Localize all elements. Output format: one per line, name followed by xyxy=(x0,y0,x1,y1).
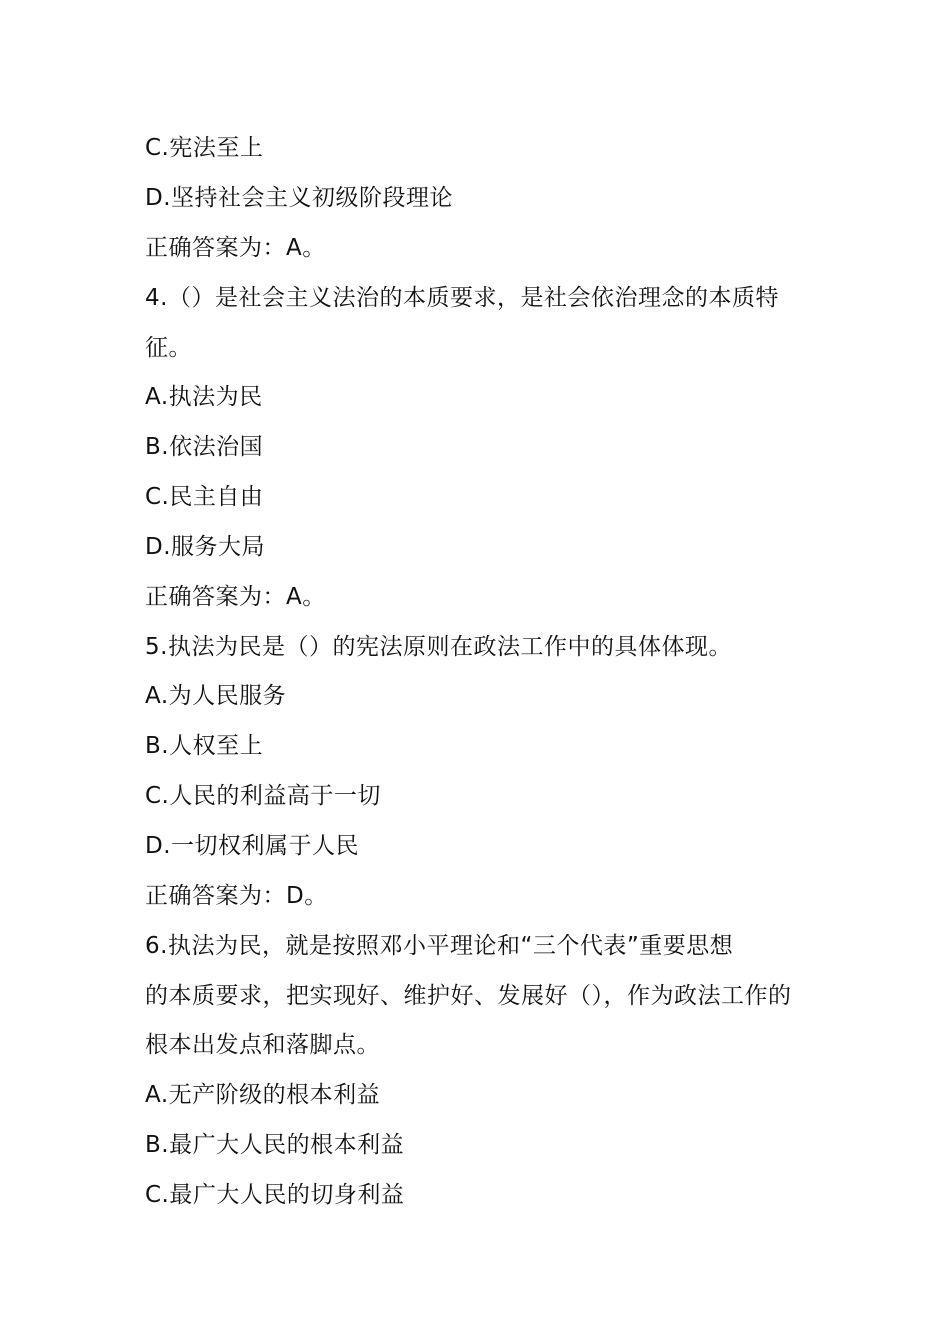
option-c-line: C.人民的利益高于一切 xyxy=(145,783,381,809)
answer-line: 正确答案为：D。 xyxy=(145,883,328,909)
option-a-line: A.执法为民 xyxy=(145,384,263,410)
question-6-line-3: 根本出发点和落脚点。 xyxy=(145,1032,380,1058)
option-a-line: A.为人民服务 xyxy=(145,683,287,709)
option-d-line: D.坚持社会主义初级阶段理论 xyxy=(145,185,454,211)
option-b-line: B.人权至上 xyxy=(145,733,264,759)
question-6-line-2: 的本质要求，把实现好、维护好、发展好（），作为政法工作的 xyxy=(145,983,792,1009)
answer-line: 正确答案为：A。 xyxy=(145,584,326,610)
answer-line: 正确答案为：A。 xyxy=(145,235,326,261)
question-4-line-1: 4.（）是社会主义法治的本质要求，是社会依治理念的本质特 xyxy=(145,285,779,311)
option-c-line: C.民主自由 xyxy=(145,484,264,510)
option-c-line: C.最广大人民的切身利益 xyxy=(145,1182,405,1208)
question-5-line-1: 5.执法为民是（）的宪法原则在政法工作中的具体体现。 xyxy=(145,634,732,660)
option-d-line: D.一切权利属于人民 xyxy=(145,833,360,859)
question-4-line-2: 征。 xyxy=(145,335,192,361)
option-b-line: B.最广大人民的根本利益 xyxy=(145,1132,405,1158)
option-d-line: D.服务大局 xyxy=(145,534,266,560)
question-6-line-1: 6.执法为民，就是按照邓小平理论和“三个代表”重要思想 xyxy=(145,933,734,959)
option-c-line: C.宪法至上 xyxy=(145,135,264,161)
option-a-line: A.无产阶级的根本利益 xyxy=(145,1082,381,1108)
option-b-line: B.依法治国 xyxy=(145,434,264,460)
